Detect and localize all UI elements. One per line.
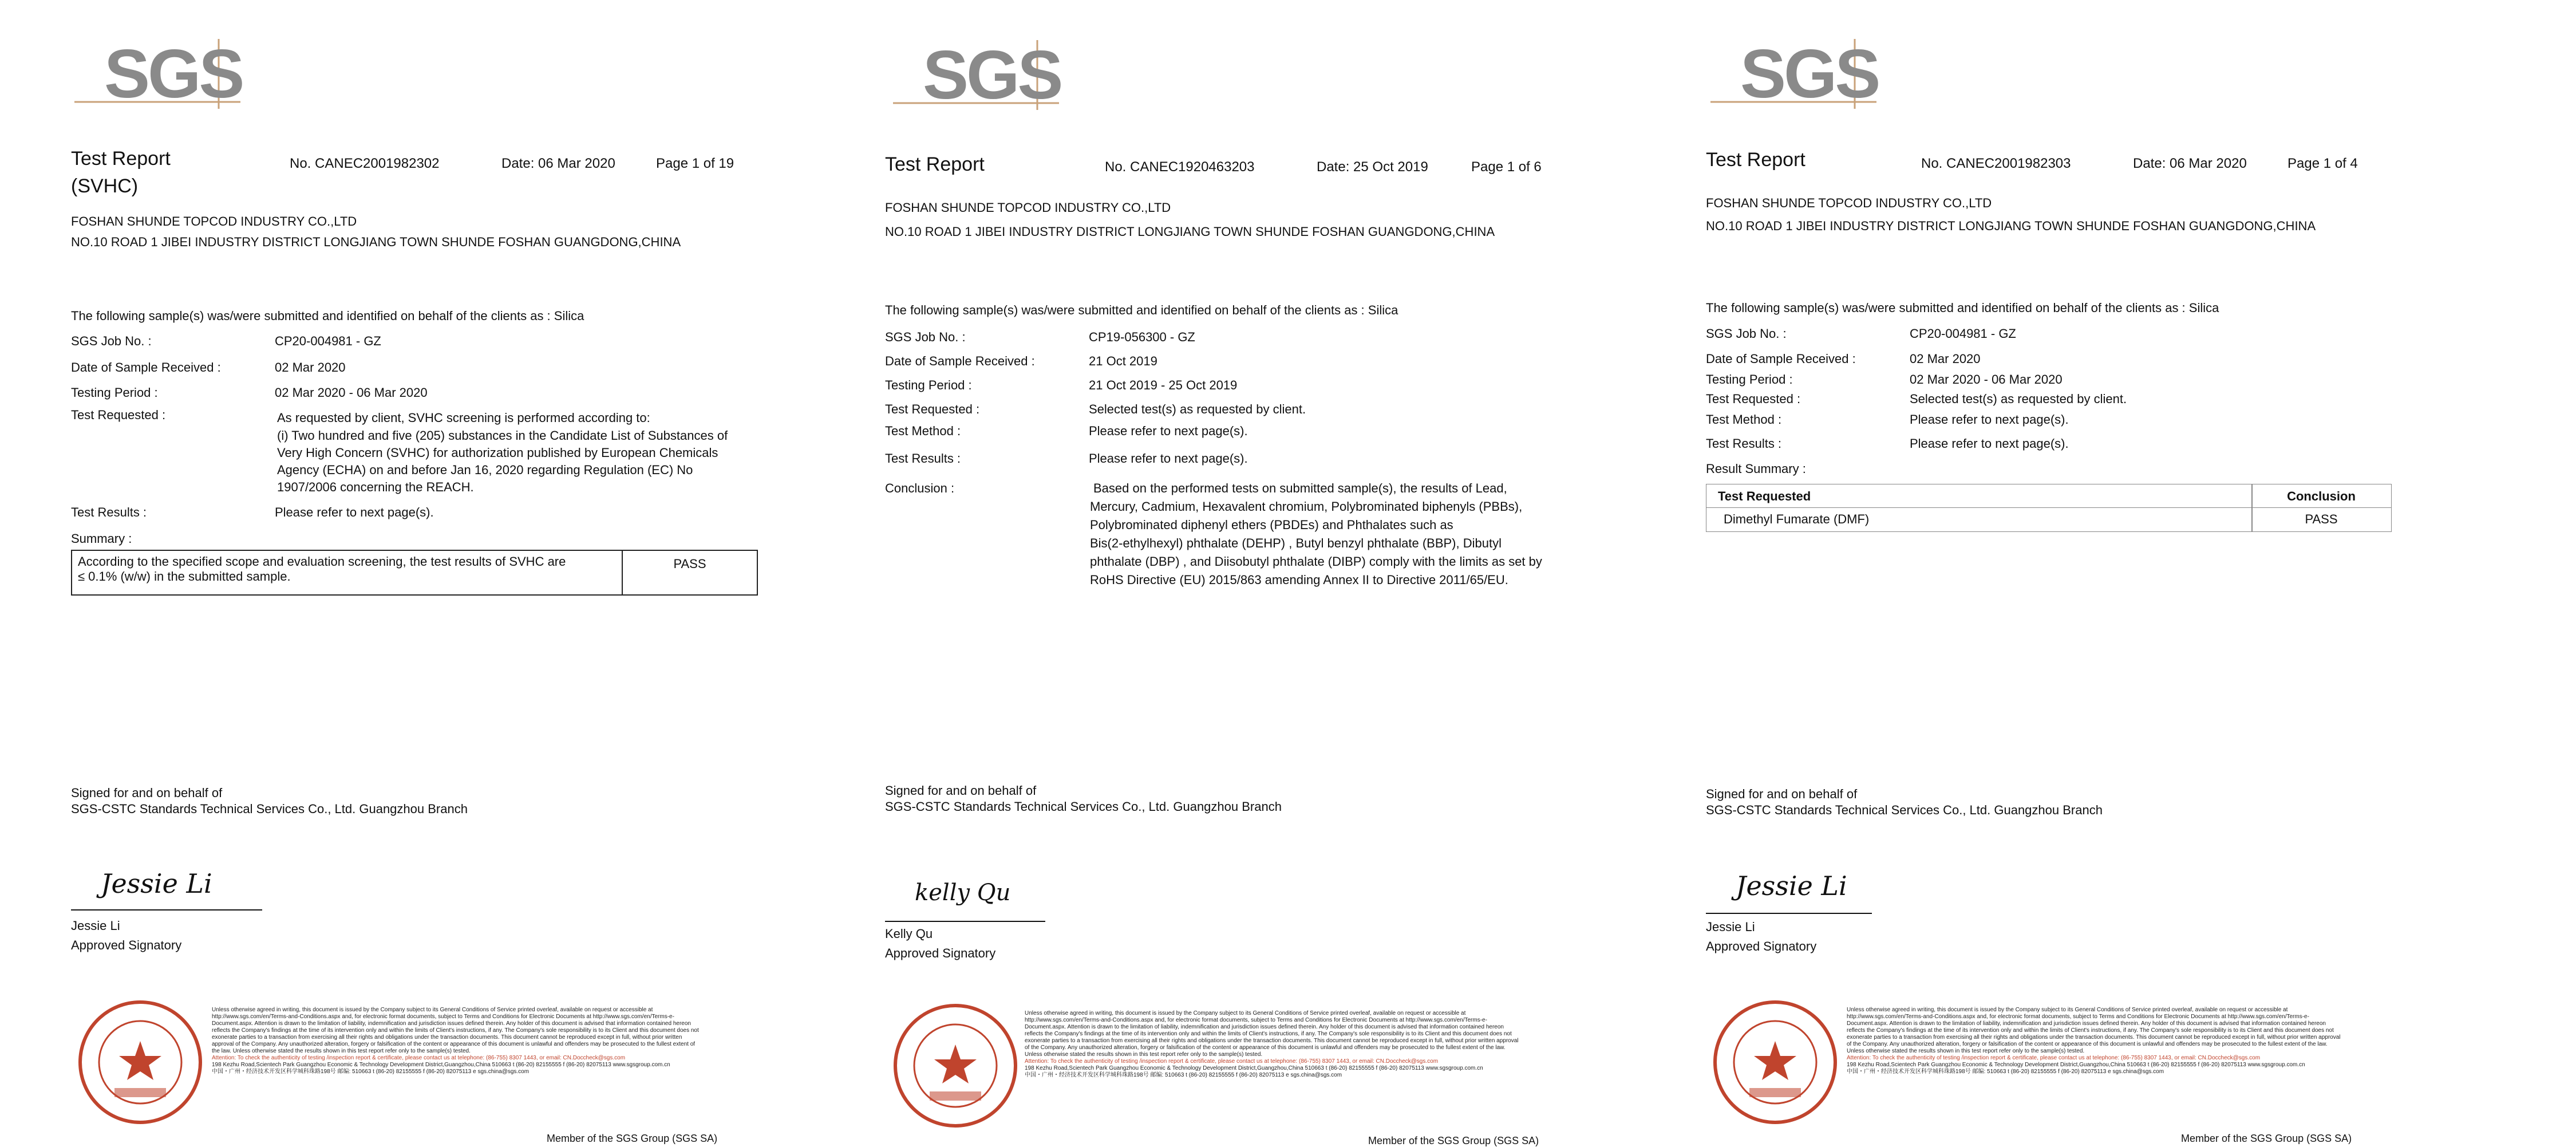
field-value: 02 Mar 2020 - 06 Mar 2020 — [275, 385, 428, 400]
address-english: 198 Kezhu Road,Scientech Park Guangzhou Economic & Technology Development District,Guangzhou,China 510663 t (86-20) 82155555 f (86-20) 82075113 www.sgsgroup.com.cn — [212, 1062, 670, 1068]
field-label: SGS Job No. : — [71, 334, 152, 348]
report-date: Date: 25 Oct 2019 — [1317, 159, 1428, 175]
field-label: Date of Sample Received : — [1706, 352, 1856, 366]
terms-fine-print — [1025, 1010, 1523, 1125]
signed-line-1: Signed for and on behalf of — [71, 786, 223, 800]
field-label: Test Results : — [71, 505, 147, 519]
field-label: Test Results : — [1706, 436, 1782, 451]
req-detail-line: Agency (ECHA) on and before Jan 16, 2020 regarding Regulation (EC) No — [277, 463, 693, 477]
req-detail-line: (i) Two hundred and five (205) substances in the Candidate List of Substances of — [277, 428, 728, 443]
req-detail-line: 1907/2006 concerning the REACH. — [277, 480, 474, 494]
field-value: 02 Mar 2020 - 06 Mar 2020 — [1910, 372, 2063, 387]
report-date: Date: 06 Mar 2020 — [2133, 156, 2247, 171]
field-label: Conclusion : — [885, 481, 955, 495]
signatory-name: Jessie Li — [71, 919, 120, 933]
intro-text: The following sample(s) was/were submitted and identified on behalf of the clients as : Silica — [885, 303, 1398, 317]
terms-text: Unless otherwise agreed in writing, this document is issued by the Company subject to its General Conditions of Service printed overleaf, available on request or accessible at http://www.sgs.com/en/Terms-and-Conditions.aspx and, for electronic format documents, subject to Terms and Conditions for Electronic Documents at http://www.sgs.com/en/Terms-e-Document.aspx. Attention is drawn to the limitation of liability, indemnification and jurisdiction issues defined therein. Any holder of this document is advised that information contained hereon reflects the Company's findings at the time of its intervention only and within the limits of Client's instructions, if any. The Company's sole responsibility is to its Client and this document does not exonerate parties to a transaction from exercising all their rights and obligations under the transaction documents. This document cannot be reproduced except in full, without prior written approval of the Company. Any unauthorized alteration, forgery or falsification of the content or appearance of this document is unlawful and offenders may be prosecuted to the fullest extent of the law. Unless otherwise stated the results shown in this test report refer only to the sample(s) tested. — [1025, 1010, 1519, 1058]
req-detail-line: Very High Concern (SVHC) for authorization published by European Chemicals — [277, 446, 718, 460]
conclusion-line: RoHS Directive (EU) 2015/863 amending Annex II to Directive 2011/65/EU. — [1090, 573, 1508, 587]
page-number: Page 1 of 6 — [1471, 159, 1542, 175]
signature-line — [71, 909, 262, 910]
field-value: Selected test(s) as requested by client. — [1910, 392, 2127, 406]
svg-text:SGS: SGS — [923, 37, 1061, 113]
field-value: Please refer to next page(s). — [1089, 451, 1248, 466]
page-number: Page 1 of 19 — [656, 156, 734, 171]
field-label: Testing Period : — [1706, 372, 1793, 387]
signatory-name: Kelly Qu — [885, 927, 933, 941]
signed-line-1: Signed for and on behalf of — [1706, 787, 1858, 801]
table-header-conclusion: Conclusion — [2287, 489, 2356, 503]
field-value: 02 Mar 2020 — [1910, 352, 1981, 366]
field-value: Please refer to next page(s). — [1910, 412, 2069, 427]
signed-line-2: SGS-CSTC Standards Technical Services Co., Ltd. Guangzhou Branch — [885, 799, 1282, 814]
report-subtitle: (SVHC) — [71, 175, 139, 197]
field-value: Please refer to next page(s). — [1089, 424, 1248, 438]
field-value: 21 Oct 2019 - 25 Oct 2019 — [1089, 378, 1238, 392]
sgs-logo — [69, 34, 252, 115]
field-value: As requested by client, SVHC screening is performed according to: — [277, 411, 650, 425]
field-label: SGS Job No. : — [885, 330, 966, 344]
field-value: Selected test(s) as requested by client. — [1089, 402, 1306, 416]
member-text: Member of the SGS Group (SGS SA) — [2181, 1133, 2352, 1144]
company-address: NO.10 ROAD 1 JIBEI INDUSTRY DISTRICT LONGJIANG TOWN SHUNDE FOSHAN GUANGDONG,CHINA — [71, 235, 681, 249]
table-header-test: Test Requested — [1718, 489, 1811, 503]
official-seal — [74, 996, 206, 1128]
address-english: 198 Kezhu Road,Scientech Park Guangzhou Economic & Technology Development District,Guangzhou,China 510663 t (86-20) 82155555 f (86-20) 82075113 www.sgsgroup.com.cn — [1025, 1065, 1483, 1071]
company-name: FOSHAN SHUNDE TOPCOD INDUSTRY CO.,LTD — [885, 200, 1171, 215]
field-label: Testing Period : — [71, 385, 158, 400]
company-name: FOSHAN SHUNDE TOPCOD INDUSTRY CO.,LTD — [1706, 196, 1992, 210]
summary-text-line: ≤ 0.1% (w/w) in the submitted sample. — [78, 569, 291, 584]
signatory-title: Approved Signatory — [1706, 939, 1817, 953]
address-chinese: 中国・广州・经济技术开发区科学城科珠路198号 邮编: 510663 t (86-20) 82155555 f (86-20) 82075113 e sgs.china@sgs.com — [212, 1069, 530, 1075]
conclusion-line: Bis(2-ethylhexyl) phthalate (DEHP) , Butyl benzyl phthalate (BBP), Dibutyl — [1090, 536, 1502, 550]
sgs-logo — [1705, 34, 1888, 115]
member-text: Member of the SGS Group (SGS SA) — [1368, 1135, 1539, 1146]
company-address: NO.10 ROAD 1 JIBEI INDUSTRY DISTRICT LONGJIANG TOWN SHUNDE FOSHAN GUANGDONG,CHINA — [1706, 219, 2316, 233]
address-english: 198 Kezhu Road,Scientech Park Guangzhou Economic & Technology Development District,Guangzhou,China 510663 t (86-20) 82155555 f (86-20) 82075113 www.sgsgroup.com.cn — [1847, 1062, 2305, 1068]
authenticity-notice: Attention: To check the authenticity of testing /inspection report & certificate, please contact us at telephone: (86-755) 8307 1443, or email: CN.Doccheck@sgs.com — [212, 1055, 626, 1061]
report-page-1 — [0, 0, 819, 1145]
conclusion-line: Based on the performed tests on submitted sample(s), the results of Lead, — [1093, 481, 1507, 495]
signature: kelly Qu — [915, 880, 1011, 906]
signed-line-2: SGS-CSTC Standards Technical Services Co., Ltd. Guangzhou Branch — [71, 802, 468, 816]
signatory-title: Approved Signatory — [71, 938, 182, 952]
official-seal — [890, 1000, 1021, 1132]
authenticity-notice: Attention: To check the authenticity of testing /inspection report & certificate, please contact us at telephone: (86-755) 8307 1443, or email: CN.Doccheck@sgs.com — [1847, 1055, 2261, 1061]
table-divider — [2251, 484, 2253, 531]
signatory-title: Approved Signatory — [885, 946, 996, 960]
official-seal — [1709, 996, 1841, 1128]
field-value: CP19-056300 - GZ — [1089, 330, 1195, 344]
conclusion-line: Polybrominated diphenyl ethers (PBDEs) and Phthalates such as — [1090, 518, 1453, 532]
signature: Jessie Li — [1736, 870, 1847, 901]
intro-text: The following sample(s) was/were submitted and identified on behalf of the clients as : Silica — [1706, 301, 2219, 315]
table-cell-test: Dimethyl Fumarate (DMF) — [1724, 512, 1870, 526]
field-value: CP20-004981 - GZ — [275, 334, 381, 348]
field-label: Date of Sample Received : — [885, 354, 1035, 368]
report-number: No. CANEC1920463203 — [1105, 159, 1255, 175]
signature: Jessie Li — [101, 868, 212, 899]
field-label: Testing Period : — [885, 378, 972, 392]
field-value: Please refer to next page(s). — [1910, 436, 2069, 451]
conclusion-line: phthalate (DBP) , and Diisobutyl phthalate (DIBP) comply with the limits as set by — [1090, 554, 1542, 569]
page-number: Page 1 of 4 — [2287, 156, 2358, 171]
field-value: Please refer to next page(s). — [275, 505, 434, 519]
company-address: NO.10 ROAD 1 JIBEI INDUSTRY DISTRICT LONGJIANG TOWN SHUNDE FOSHAN GUANGDONG,CHINA — [885, 224, 1495, 239]
report-title: Test Report — [885, 153, 985, 175]
conclusion-line: Mercury, Cadmium, Hexavalent chromium, Polybrominated biphenyls (PBBs), — [1090, 499, 1523, 514]
signed-line-2: SGS-CSTC Standards Technical Services Co., Ltd. Guangzhou Branch — [1706, 803, 2103, 817]
report-page-2 — [819, 0, 1637, 1145]
report-title: Test Report — [71, 148, 171, 170]
summary-result: PASS — [673, 557, 706, 571]
signed-line-1: Signed for and on behalf of — [885, 783, 1037, 798]
svg-text:SGS: SGS — [1740, 36, 1879, 112]
report-number: No. CANEC2001982303 — [1921, 156, 2071, 171]
field-value: 21 Oct 2019 — [1089, 354, 1157, 368]
summary-label: Summary : — [71, 531, 132, 546]
field-label: Test Method : — [885, 424, 961, 438]
field-label: Test Requested : — [885, 402, 980, 416]
field-label: Test Results : — [885, 451, 961, 466]
svg-text:SGS: SGS — [104, 36, 243, 112]
field-label: SGS Job No. : — [1706, 326, 1787, 341]
summary-text-cell — [72, 551, 623, 594]
table-row — [1706, 507, 2391, 530]
report-number: No. CANEC2001982302 — [290, 156, 440, 171]
signatory-name: Jessie Li — [1706, 920, 1755, 934]
address-chinese: 中国・广州・经济技术开发区科学城科珠路198号 邮编: 510663 t (86-20) 82155555 f (86-20) 82075113 e sgs.china@sgs.com — [1025, 1072, 1342, 1078]
report-title: Test Report — [1706, 149, 1805, 171]
field-label: Date of Sample Received : — [71, 360, 221, 375]
signature-line — [1706, 913, 1872, 914]
field-label: Test Method : — [1706, 412, 1782, 427]
sgs-logo — [887, 36, 1070, 116]
summary-table — [71, 550, 758, 596]
field-value: CP20-004981 - GZ — [1910, 326, 2016, 341]
company-name: FOSHAN SHUNDE TOPCOD INDUSTRY CO.,LTD — [71, 214, 357, 228]
terms-fine-print — [212, 1007, 704, 1121]
report-date: Date: 06 Mar 2020 — [501, 156, 615, 171]
member-text: Member of the SGS Group (SGS SA) — [547, 1133, 718, 1144]
field-label: Test Requested : — [71, 408, 166, 422]
field-value: 02 Mar 2020 — [275, 360, 346, 375]
terms-text: Unless otherwise agreed in writing, this document is issued by the Company subject to its General Conditions of Service printed overleaf, available on request or accessible at http://www.sgs.com/en/Terms-and-Conditions.aspx and, for electronic format documents, subject to Terms and Conditions for Electronic Documents at http://www.sgs.com/en/Terms-e-Document.aspx. Attention is drawn to the limitation of liability, indemnification and jurisdiction issues defined therein. Any holder of this document is advised that information contained hereon reflects the Company's findings at the time of its intervention only and within the limits of Client's instructions, if any. The Company's sole responsibility is to its Client and this document does not exonerate parties to a transaction from exercising all their rights and obligations under the transaction documents. This document cannot be reproduced except in full, without prior written approval of the Company. Any unauthorized alteration, forgery or falsification of the content or appearance of this document is unlawful and offenders may be prosecuted to the fullest extent of the law. Unless otherwise stated the results shown in this test report refer only to the sample(s) tested. — [212, 1007, 699, 1054]
result-summary-label: Result Summary : — [1706, 462, 1806, 476]
authenticity-notice: Attention: To check the authenticity of testing /inspection report & certificate, please contact us at telephone: (86-755) 8307 1443, or email: CN.Doccheck@sgs.com — [1025, 1058, 1439, 1065]
table-header-row — [1706, 484, 2391, 508]
terms-fine-print — [1847, 1007, 2345, 1121]
summary-text-line: According to the specified scope and evaluation screening, the test results of SVHC are — [78, 554, 566, 569]
terms-text: Unless otherwise agreed in writing, this document is issued by the Company subject to its General Conditions of Service printed overleaf, available on request or accessible at http://www.sgs.com/en/Terms-and-Conditions.aspx and, for electronic format documents, subject to Terms and Conditions for Electronic Documents at http://www.sgs.com/en/Terms-e-Document.aspx. Attention is drawn to the limitation of liability, indemnification and jurisdiction issues defined therein. Any holder of this document is advised that information contained hereon reflects the Company's findings at the time of its intervention only and within the limits of Client's instructions, if any. The Company's sole responsibility is to its Client and this document does not exonerate parties to a transaction from exercising all their rights and obligations under the transaction documents. This document cannot be reproduced except in full, without prior written approval of the Company. Any unauthorized alteration, forgery or falsification of the content or appearance of this document is unlawful and offenders may be prosecuted to the fullest extent of the law. Unless otherwise stated the results shown in this test report refer only to the sample(s) tested. — [1847, 1007, 2341, 1054]
intro-text: The following sample(s) was/were submitted and identified on behalf of the clients as : Silica — [71, 309, 584, 323]
table-cell-conclusion: PASS — [2305, 512, 2338, 526]
field-label: Test Requested : — [1706, 392, 1801, 406]
result-summary-table — [1706, 484, 2392, 532]
signature-line — [885, 921, 1045, 922]
address-chinese: 中国・广州・经济技术开发区科学城科珠路198号 邮编: 510663 t (86-20) 82155555 f (86-20) 82075113 e sgs.china@sgs.com — [1847, 1069, 2164, 1075]
report-page-3 — [1637, 0, 2456, 1145]
